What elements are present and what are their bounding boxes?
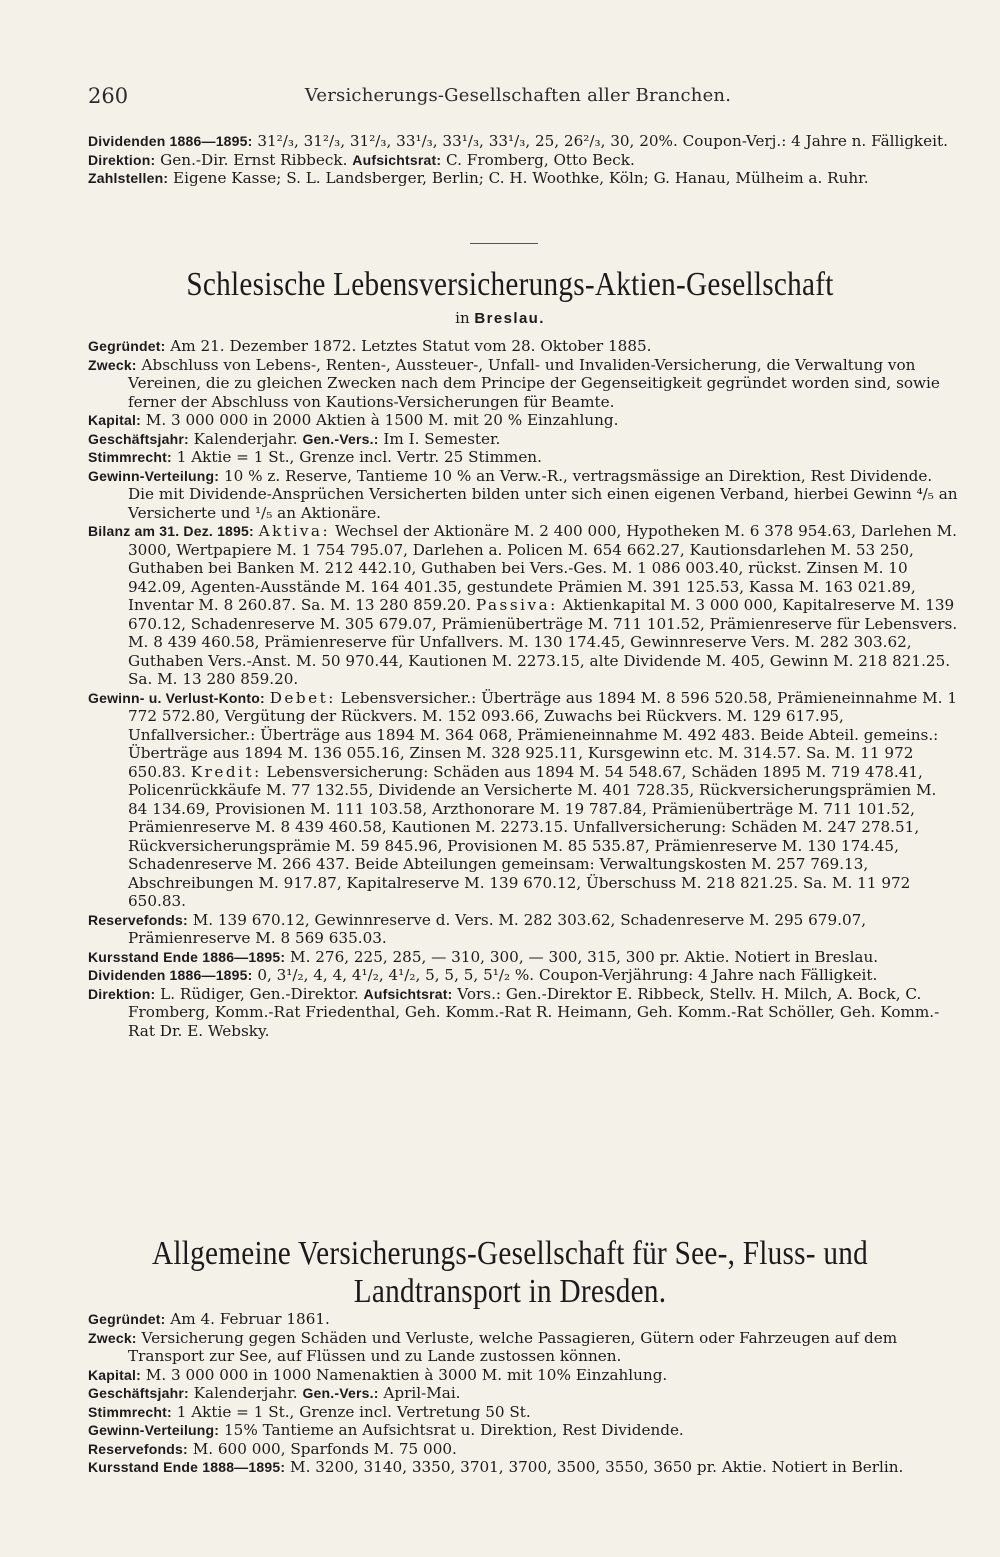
location-city: Breslau. (474, 310, 545, 327)
company2-title-line2: Landtransport in Dresden. (353, 1273, 667, 1310)
label: Dividenden 1886—1895: (88, 967, 253, 983)
value: 1 Aktie = 1 St., Grenze incl. Vertretung 50 St. (176, 1402, 531, 1421)
label: Geschäftsjahr: (88, 1385, 189, 1401)
value: M. 276, 225, 285, — 310, 300, — 300, 315, 300 pr. Aktie. Notiert in Breslau. (290, 947, 879, 966)
running-title: Versicherungs-Gesellschaften aller Branchen. (304, 85, 732, 106)
value: C. Fromberg, Otto Beck. (446, 150, 635, 169)
label: Direktion: (88, 151, 156, 168)
label: Zweck: (88, 356, 137, 373)
label: Gewinn-Verteilung: (88, 1422, 220, 1438)
label: Stimmrecht: (88, 1403, 172, 1420)
reservefonds (88, 1440, 960, 1459)
bilanz (88, 522, 960, 689)
label: Aufsichtsrat: (363, 985, 453, 1002)
stimmrecht (88, 448, 960, 467)
gewinn-verteilung (88, 1421, 960, 1440)
label: Gewinn-Verteilung: (88, 467, 220, 484)
label: Kapital: (88, 412, 141, 428)
value: M. 600 000, Sparfonds M. 75 000. (192, 1439, 457, 1458)
value: Wechsel der Aktionäre M. 2 400 000, Hypotheken M. 6 378 954.63, Darlehen M. 3000, Wertpapiere M. 1 754 795.07, Darlehen a. Policen M. 654 662.27, Kautionsdarlehen M. 53 250, Guthaben bei Banken M. 212 442.10, Guthaben bei Vers.-Ges. M. 1 086 003.40, rückst. Zinsen M. 10 942.09, Agenten-Ausstände M. 164 401.35, gestundete Prämien M. 391 125.53, Kassa M. 163 021.89, Inventar M. 8 260.87. Sa. M. 13 280 859.20. (128, 522, 957, 614)
company2-title-line1: Allgemeine Versicherungs-Gesellschaft für See-, Fluss- und (151, 1235, 869, 1272)
debet-word: Debet: (269, 688, 336, 707)
value: Gen.-Dir. Ernst Ribbeck. (160, 150, 348, 169)
gewinn-verteilung (88, 467, 960, 523)
value: Am 21. Dezember 1872. Letztes Statut vom 28. Oktober 1885. (170, 337, 652, 355)
value: 15% Tantieme an Aufsichtsrat u. Direktion, Rest Dividende. (224, 1421, 684, 1439)
value: Abschluss von Lebens-, Renten-, Aussteuer-, Unfall- und Invaliden-Versicherung, die Verwaltung von Vereinen, die zu gleichen Zwecken nach dem Principe der Gegenseitigkeit gegründet worden sind, sowie ferner der Abschluss von Kautions-Versicherungen für Beamte. (128, 355, 940, 411)
label: Geschäftsjahr: (88, 430, 189, 447)
label: Aufsichtsrat: (352, 151, 442, 168)
label: Reservefonds: (88, 911, 188, 928)
kredit-word: Kredit: (190, 762, 262, 781)
value: 1 Aktie = 1 St., Grenze incl. Vertr. 25 Stimmen. (176, 448, 542, 466)
label: Zweck: (88, 1329, 137, 1346)
reservefonds (88, 911, 960, 948)
dividenden (88, 966, 960, 985)
zweck (88, 1329, 960, 1366)
value: Lebensversicherung: Schäden aus 1894 M. 54 548.67, Schäden 1895 M. 719 478.41, Policenrückkäufe M. 77 132.55, Dividende an Versicherte M. 401 728.35, Rückversicherungsprämien M. 84 134.69, Provisionen M. 111 103.58, Arzthonorare M. 19 787.84, Prämienüberträge M. 711 101.52, Prämienreserve M. 8 439 460.58, Kautionen M. 2273.15. Unfallversicherung: Schäden M. 247 278.51, Rückversicherungsprämie M. 59 845.96, Provisionen M. 85 535.87, Prämienreserve M. 130 174.45, Schadenreserve M. 266 437. Beide Abteilungen gemeinsam: Verwaltungskosten M. 257 769.13, Abschreibungen M. 917.87, Kapitalreserve M. 139 670.12, Überschuss M. 218 821.25. Sa. M. 11 972 650.83. (128, 762, 937, 910)
value: Eigene Kasse; S. L. Landsberger, Berlin; C. H. Woothke, Köln; G. Hanau, Mülheim a. Ruhr. (173, 169, 869, 187)
company2-body (88, 1310, 960, 1477)
label: Direktion: (88, 985, 156, 1002)
label: Bilanz am 31. Dez. 1895: (88, 523, 254, 539)
gegruendet (88, 1310, 960, 1329)
value: 0, 3¹/₂, 4, 4, 4¹/₂, 4¹/₂, 5, 5, 5, 5¹/₂ %. Coupon-Verjährung: 4 Jahre nach Fälligkeit. (257, 966, 878, 984)
kapital (88, 411, 960, 430)
prev-zahlstellen (88, 169, 960, 188)
gegruendet (88, 337, 960, 356)
company-title: Schlesische Lebensversicherungs-Aktien-Gesellschaft (186, 266, 834, 303)
label: Gen.-Vers.: (302, 430, 379, 447)
value: Kalenderjahr. (193, 429, 298, 448)
zweck (88, 356, 960, 412)
label: Stimmrecht: (88, 449, 172, 465)
label: Dividenden 1886—1895: (88, 133, 253, 149)
geschaeftsjahr (88, 430, 960, 449)
value: Im I. Semester. (383, 429, 501, 448)
stimmrecht (88, 1403, 960, 1422)
label: Gegründet: (88, 338, 166, 354)
value: M. 139 670.12, Gewinnreserve d. Vers. M. 282 303.62, Schadenreserve M. 295 679.07, Prämienreserve M. 8 569 635.03. (128, 910, 867, 947)
value: Am 4. Februar 1861. (170, 1310, 330, 1328)
section-divider (470, 243, 538, 244)
value: Lebensversicher.: Überträge aus 1894 M. 8 596 520.58, Prämieneinnahme M. 1 772 572.80, Vergütung der Rückvers. M. 152 093.66, Zuwachs bei Rückvers. M. 129 617.95, Unfallversicher.: Überträge aus 1894 M. 364 068, Prämieneinnahme M. 492 483. Beide Abteil. gemeins.: Überträge aus 1894 M. 136 055.16, Zinsen M. 328 925.11, Kursgewinn etc. M. 314.57. Sa. M. 11 972 650.83. (128, 688, 957, 781)
value: 10 % z. Reserve, Tantieme 10 % an Verw.-R., vertragsmässige an Direktion, Rest Dividende. Die mit Dividende-Ansprüchen Versicherten bilden unter sich einen eigenen Verband, hierbei Gewinn ⁴/₅ an Versicherte und ¹/₅ an Aktionäre. (128, 466, 958, 522)
company-location (0, 309, 1000, 327)
previous-company-section (88, 132, 960, 188)
value: Versicherung gegen Schäden und Verluste, welche Passagieren, Gütern oder Fahrzeugen auf dem Transport zur See, auf Flüssen und zu Lande zustossen können. (128, 1328, 898, 1365)
passiva-word: Passiva: (475, 596, 558, 614)
page-header (88, 84, 948, 110)
value: Aktienkapital M. 3 000 000, Kapitalreserve M. 139 670.12, Schadenreserve M. 305 679.07, Prämienüberträge M. 711 101.52, Prämienreserve für Lebensvers. M. 8 439 460.58, Prämienreserve für Unfallvers. M. 130 174.45, Gewinnreserve Vers. M. 282 303.62, Guthaben Vers.-Anst. M. 50 970.44, Kautionen M. 2273.15, alte Dividende M. 405, Gewinn M. 218 821.25. Sa. M. 13 280 859.20. (128, 596, 958, 688)
value: L. Rüdiger, Gen.-Direktor. (160, 984, 359, 1003)
geschaeftsjahr (88, 1384, 960, 1403)
value: Kalenderjahr. (193, 1384, 298, 1402)
location-prefix: in (455, 309, 470, 327)
value: M. 3 000 000 in 2000 Aktien à 1500 M. mit 20 % Einzahlung. (145, 411, 619, 429)
page-number: 260 (88, 84, 129, 108)
kursstand (88, 1458, 960, 1477)
aktiva-word: Aktiva: (258, 522, 331, 540)
label: Gegründet: (88, 1311, 166, 1327)
prev-dividenden (88, 132, 960, 151)
company1-body (88, 337, 960, 1040)
value: M. 3200, 3140, 3350, 3701, 3700, 3500, 3550, 3650 pr. Aktie. Notiert in Berlin. (290, 1458, 904, 1476)
value: M. 3 000 000 in 1000 Namenaktien à 3000 M. mit 10% Einzahlung. (145, 1365, 668, 1384)
kapital (88, 1366, 960, 1385)
kursstand (88, 948, 960, 967)
direktion (88, 985, 960, 1041)
label: Kapital: (88, 1366, 141, 1383)
label: Gen.-Vers.: (302, 1385, 379, 1401)
label: Kursstand Ende 1886—1895: (88, 948, 286, 965)
prev-direktion (88, 151, 960, 170)
value: Vors.: Gen.-Direktor E. Ribbeck, Stellv. H. Milch, A. Bock, C. Fromberg, Komm.-Rat Friedenthal, Geh. Komm.-Rat R. Heimann, Geh. Komm.-Rat Schöller, Geh. Komm.-Rat Dr. E. Websky. (128, 984, 940, 1040)
value: April-Mai. (383, 1384, 461, 1402)
label: Kursstand Ende 1888—1895: (88, 1459, 286, 1475)
value: 31²/₃, 31²/₃, 31²/₃, 33¹/₃, 33¹/₃, 33¹/₃, 25, 26²/₃, 30, 20%. Coupon-Verj.: 4 Jahre n. Fälligkeit. (257, 132, 948, 150)
gewinn-verlust-konto (88, 689, 960, 911)
label: Zahlstellen: (88, 170, 169, 186)
label: Reservefonds: (88, 1440, 188, 1457)
label: Gewinn- u. Verlust-Konto: (88, 689, 265, 706)
